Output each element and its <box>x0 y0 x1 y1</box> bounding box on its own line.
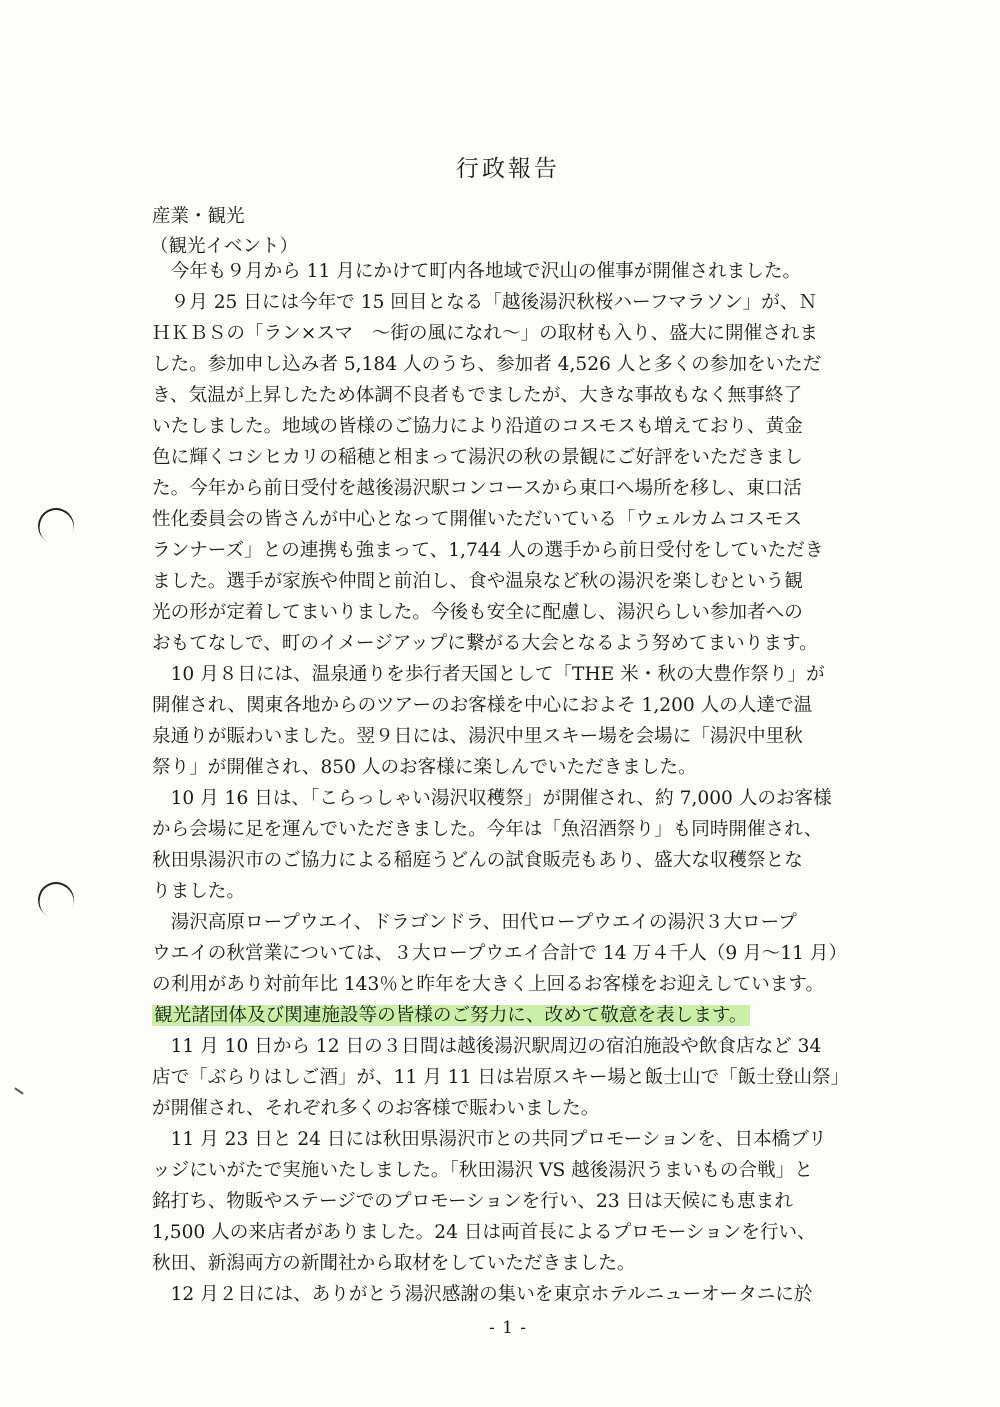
scan-mark <box>14 1087 23 1094</box>
body-line: 店で「ぶらりはしご酒」が、11 月 11 日は岩原スキー場と飯士山で「飯士登山祭」 <box>152 1067 850 1088</box>
body-line: 秋田、新潟両方の新聞社から取材をしていただきました。 <box>152 1253 636 1274</box>
body-line: おもてなしで、町のイメージアップに繋がる大会となるよう努めてまいります。 <box>152 633 818 654</box>
body-line: 湯沢高原ロープウエイ、ドラゴンドラ、田代ロープウエイの湯沢３大ロープ <box>152 912 797 933</box>
body-line: の利用があり対前年比 143％と昨年を大きく上回るお客様をお迎えしています。 <box>152 974 825 995</box>
body-line: た。今年から前日受付を越後湯沢駅コンコースから東口へ場所を移し、東口活 <box>152 478 802 499</box>
body-line: 10 月８日には、温泉通りを歩行者天国として「THE 米・秋の大豊作祭り」が <box>152 664 825 685</box>
body-line: 11 月 23 日と 24 日には秋田県湯沢市との共同プロモーションを、日本橋ブリ <box>152 1129 827 1150</box>
body-line: ウエイの秋営業については、３大ロープウエイ合計で 14 万４千人（9 月〜11 月） <box>152 943 848 964</box>
body-line: 1,500 人の来店者がありました。24 日は両首長によるプロモーションを行い、 <box>152 1222 816 1243</box>
body-line: いたしました。地域の皆様のご協力により沿道のコスモスも増えており、黄金 <box>152 416 803 437</box>
page-number: - 1 - <box>488 1318 528 1338</box>
body-line: 銘打ち、物販やステージでのプロモーションを行い、23 日は天候にも恵まれ <box>152 1191 793 1212</box>
document-title: 行政報告 <box>456 156 560 182</box>
body-line: 泉通りが賑わいました。翌９日には、湯沢中里スキー場を会場に「湯沢中里秋 <box>152 726 803 747</box>
body-line: ＨＫＢＳの「ラン×スマ 〜街の風になれ〜」の取材も入り、盛大に開催されま <box>152 323 818 344</box>
highlight-marker: 観光諸団体及び関連施設等の皆様のご努力に、改めて敬意を表します。 <box>154 1005 748 1026</box>
body-line: 祭り」が開催され、850 人のお客様に楽しんでいただきました。 <box>152 757 697 778</box>
body-line: 12 月２日には、ありがとう湯沢感謝の集いを東京ホテルニューオータニに於 <box>152 1284 813 1305</box>
body-line: から会場に足を運んでいただきました。今年は「魚沼酒祭り」も同時開催され、 <box>152 819 823 840</box>
punch-hole-mark <box>32 876 80 924</box>
body-line: りました。 <box>152 881 245 902</box>
body-line: が開催され、それぞれ多くのお客様で賑わいました。 <box>152 1098 600 1119</box>
body-line: ９月 25 日には今年で 15 回目となる「越後湯沢秋桜ハーフマラソン」が、Ｎ <box>152 292 818 313</box>
punch-hole-mark <box>32 502 80 550</box>
body-line: き、気温が上昇したため体調不良者もでましたが、大きな事故もなく無事終了 <box>152 385 803 406</box>
body-line: 今年も９月から 11 月にかけて町内各地域で沢山の催事が開催されました。 <box>152 261 802 282</box>
highlighted-line <box>152 1001 872 1031</box>
body-line: 性化委員会の皆さんが中心となって開催いただいている「ウェルカムコスモス <box>152 509 803 530</box>
section-heading: 産業・観光 <box>152 206 245 227</box>
body-line: 10 月 16 日は、「こらっしゃい湯沢収穫祭」が開催され、約 7,000 人のお客様 <box>152 788 832 809</box>
subsection-heading: （観光イベント） <box>150 236 299 257</box>
body-line: 色に輝くコシヒカリの稲穂と相まって湯沢の秋の景観にご好評をいただきまし <box>152 447 803 468</box>
body-line: ました。選手が家族や仲間と前泊し、食や温泉など秋の湯沢を楽しむという観 <box>152 571 803 592</box>
body-line: 開催され、関東各地からのツアーのお客様を中心におよそ 1,200 人の人達で温 <box>152 695 813 716</box>
body-line: ッジにいがたで実施いたしました。「秋田湯沢 VS 越後湯沢うまいもの合戦」と <box>152 1160 813 1181</box>
body-line: した。参加申し込み者 5,184 人のうち、参加者 4,526 人と多くの参加をいただ <box>152 354 822 375</box>
body-line: 秋田県湯沢市のご協力による稲庭うどんの試食販売もあり、盛大な収穫祭とな <box>152 850 803 871</box>
body-line: 光の形が定着してまいりました。今後も安全に配慮し、湯沢らしい参加者への <box>152 602 803 623</box>
body-line: ランナーズ」との連携も強まって、1,744 人の選手から前日受付をしていただき <box>152 540 824 561</box>
body-line: 11 月 10 日から 12 日の３日間は越後湯沢駅周辺の宿泊施設や飲食店など 34 <box>152 1036 822 1057</box>
